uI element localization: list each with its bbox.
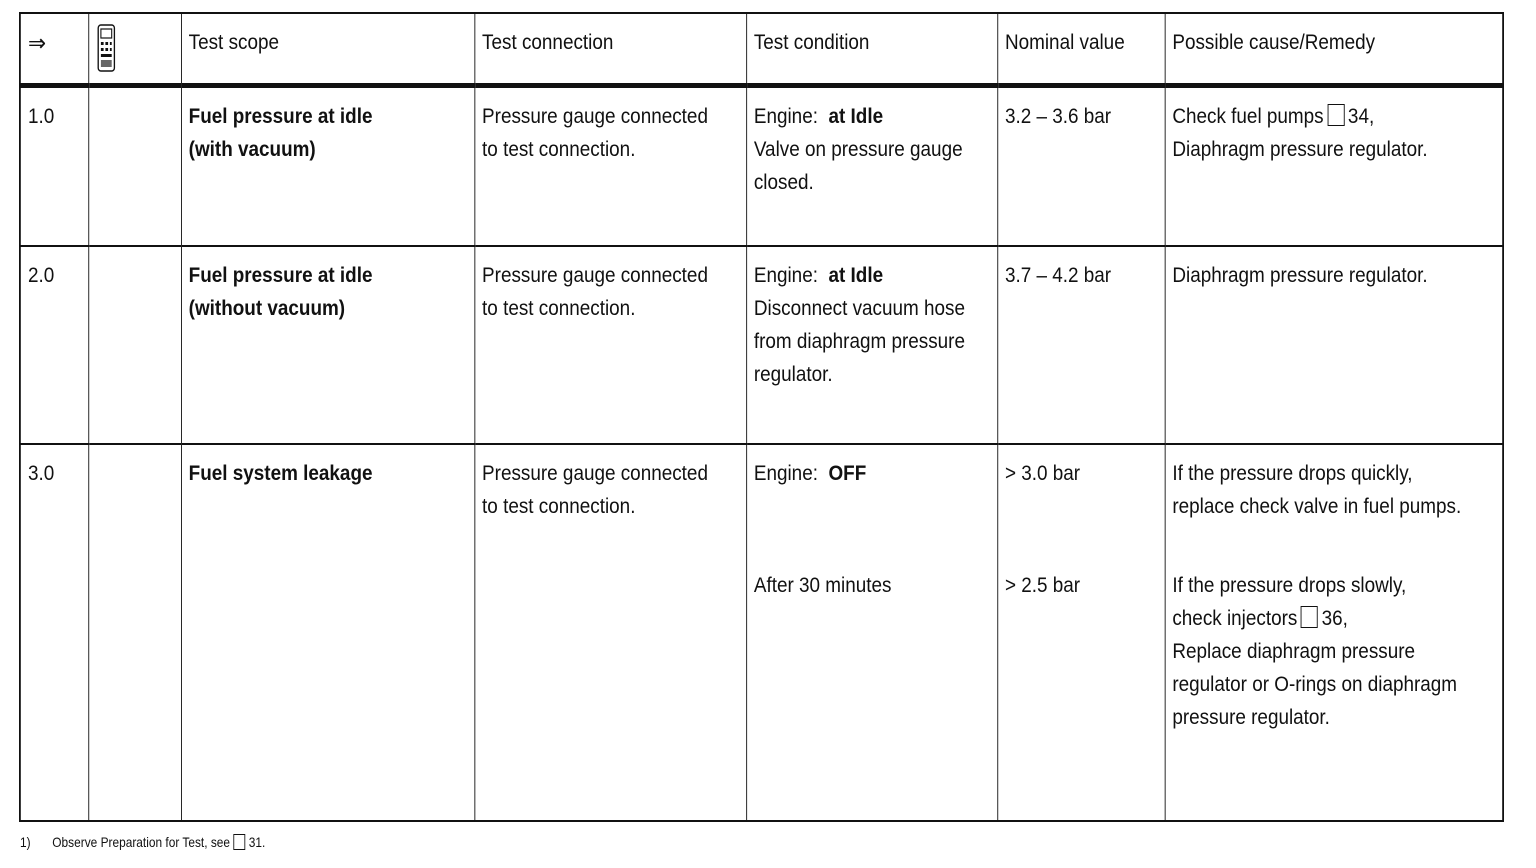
scope-line: Fuel pressure at idle [188,104,373,128]
tester-cell [88,444,181,821]
nominal-value: > 2.5 bar [1004,573,1081,597]
page-reference-icon [1327,104,1344,126]
remedy-text: Check fuel pumps [1172,104,1324,128]
condition-line: Disconnect vacuum hose [753,297,966,321]
test-scope-cell [181,444,474,821]
remedy-text: pressure regulator. [1172,705,1330,729]
test-connection-cell [474,246,746,444]
table-row [20,246,1503,444]
test-connection-cell [474,85,746,246]
row-number: 2.0 [20,246,88,444]
page-reference[interactable]: 34, [1347,104,1375,128]
table-row [20,85,1503,246]
page-reference[interactable]: 36, [1321,606,1348,630]
tester-icon [96,24,116,82]
condition-line: After 30 minutes [753,573,892,597]
nominal-value-cell [997,444,1164,821]
row-number: 3.0 [20,444,88,821]
remedy-text: Diaphragm pressure regulator. [1172,137,1428,161]
engine-label: Engine: [753,264,818,288]
connection-line: to test connection. [482,137,636,161]
scope-line: Fuel system leakage [188,461,373,485]
remedy-cell [1165,444,1503,821]
remedy-text: replace check valve in fuel pumps. [1172,494,1462,518]
header-possible-cause-remedy: Possible cause/Remedy [1165,13,1503,85]
table-row [20,444,1503,821]
header-row [20,13,1503,85]
footnote-text: Observe Preparation for Test, see [52,834,231,850]
header-test-scope: Test scope [181,13,474,85]
condition-line: closed. [753,170,814,194]
header-test-condition: Test condition [746,13,997,85]
remedy-cell [1165,246,1503,444]
engine-state: OFF [828,461,867,485]
page-reference[interactable]: 31. [248,834,266,850]
page-reference-icon [233,834,245,850]
remedy-cell [1165,85,1503,246]
test-table [19,12,1504,822]
header-test-connection: Test connection [474,13,746,85]
nominal-value: > 3.0 bar [1004,461,1081,485]
connection-line: Pressure gauge connected [482,461,708,485]
test-scope-cell [181,85,474,246]
engine-state: at Idle [828,264,884,288]
test-condition-cell [746,444,997,821]
footnote [20,833,265,851]
page-reference-icon [1301,606,1318,628]
remedy-text: If the pressure drops slowly, [1172,573,1407,597]
tester-column-header [88,13,181,85]
engine-state: at Idle [828,104,884,128]
condition-line: Valve on pressure gauge [753,137,963,161]
remedy-text: If the pressure drops quickly, [1172,461,1413,485]
connection-line: Pressure gauge connected [482,264,708,288]
arrow-column-header [20,13,88,85]
remedy-text: check injectors [1172,606,1298,630]
scope-line: Fuel pressure at idle [188,264,373,288]
connection-line: to test connection. [482,297,636,321]
nominal-value-cell: 3.2 – 3.6 bar [997,85,1164,246]
scope-line: (without vacuum) [188,297,346,321]
remedy-text: regulator or O-rings on diaphragm [1172,672,1458,696]
arrow-right-icon: ⇒ [28,30,47,57]
test-connection-cell [474,444,746,821]
tester-cell [88,246,181,444]
connection-line: to test connection. [482,494,636,518]
connection-line: Pressure gauge connected [482,104,708,128]
remedy-text: Replace diaphragm pressure [1172,639,1416,663]
test-condition-cell [746,246,997,444]
footnote-number: 1) [20,834,31,850]
engine-label: Engine: [753,104,818,128]
test-scope-cell [181,246,474,444]
engine-label: Engine: [753,461,818,485]
nominal-value-cell: 3.7 – 4.2 bar [997,246,1164,444]
condition-line: from diaphragm pressure [753,330,965,354]
condition-line: regulator. [753,363,833,387]
tester-cell [88,85,181,246]
scope-line: (with vacuum) [188,137,316,161]
remedy-text: Diaphragm pressure regulator. [1172,264,1428,288]
row-number: 1.0 [20,85,88,246]
header-nominal-value: Nominal value [997,13,1164,85]
test-condition-cell [746,85,997,246]
